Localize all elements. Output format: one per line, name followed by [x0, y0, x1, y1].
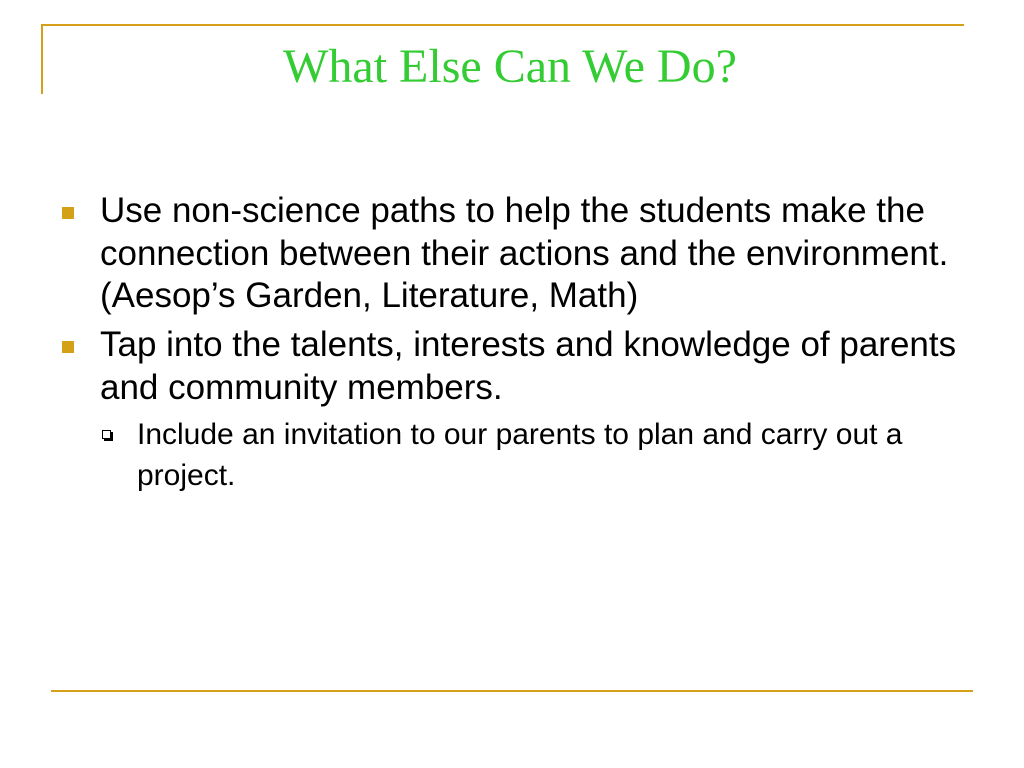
top-rule	[41, 24, 964, 26]
left-rule	[41, 24, 43, 94]
bullet-item	[62, 190, 962, 318]
hollow-square-bullet-icon	[102, 430, 111, 439]
bottom-rule	[51, 690, 973, 692]
sub-bullet-item	[62, 415, 962, 496]
slide-body	[62, 190, 962, 496]
bullet-text: Use non-science paths to help the students make the connection between their actions and the environment. (Aesop’s Garden, Literature, Math)	[100, 191, 949, 316]
square-bullet-icon	[62, 207, 74, 219]
slide-title: What Else Can We Do?	[283, 40, 737, 93]
bullet-item	[62, 324, 962, 409]
sub-bullet-text: Include an invitation to our parents to plan and carry out a project.	[137, 418, 903, 492]
square-bullet-icon	[62, 341, 74, 353]
bullet-text: Tap into the talents, interests and knowledge of parents and community members.	[100, 325, 957, 407]
